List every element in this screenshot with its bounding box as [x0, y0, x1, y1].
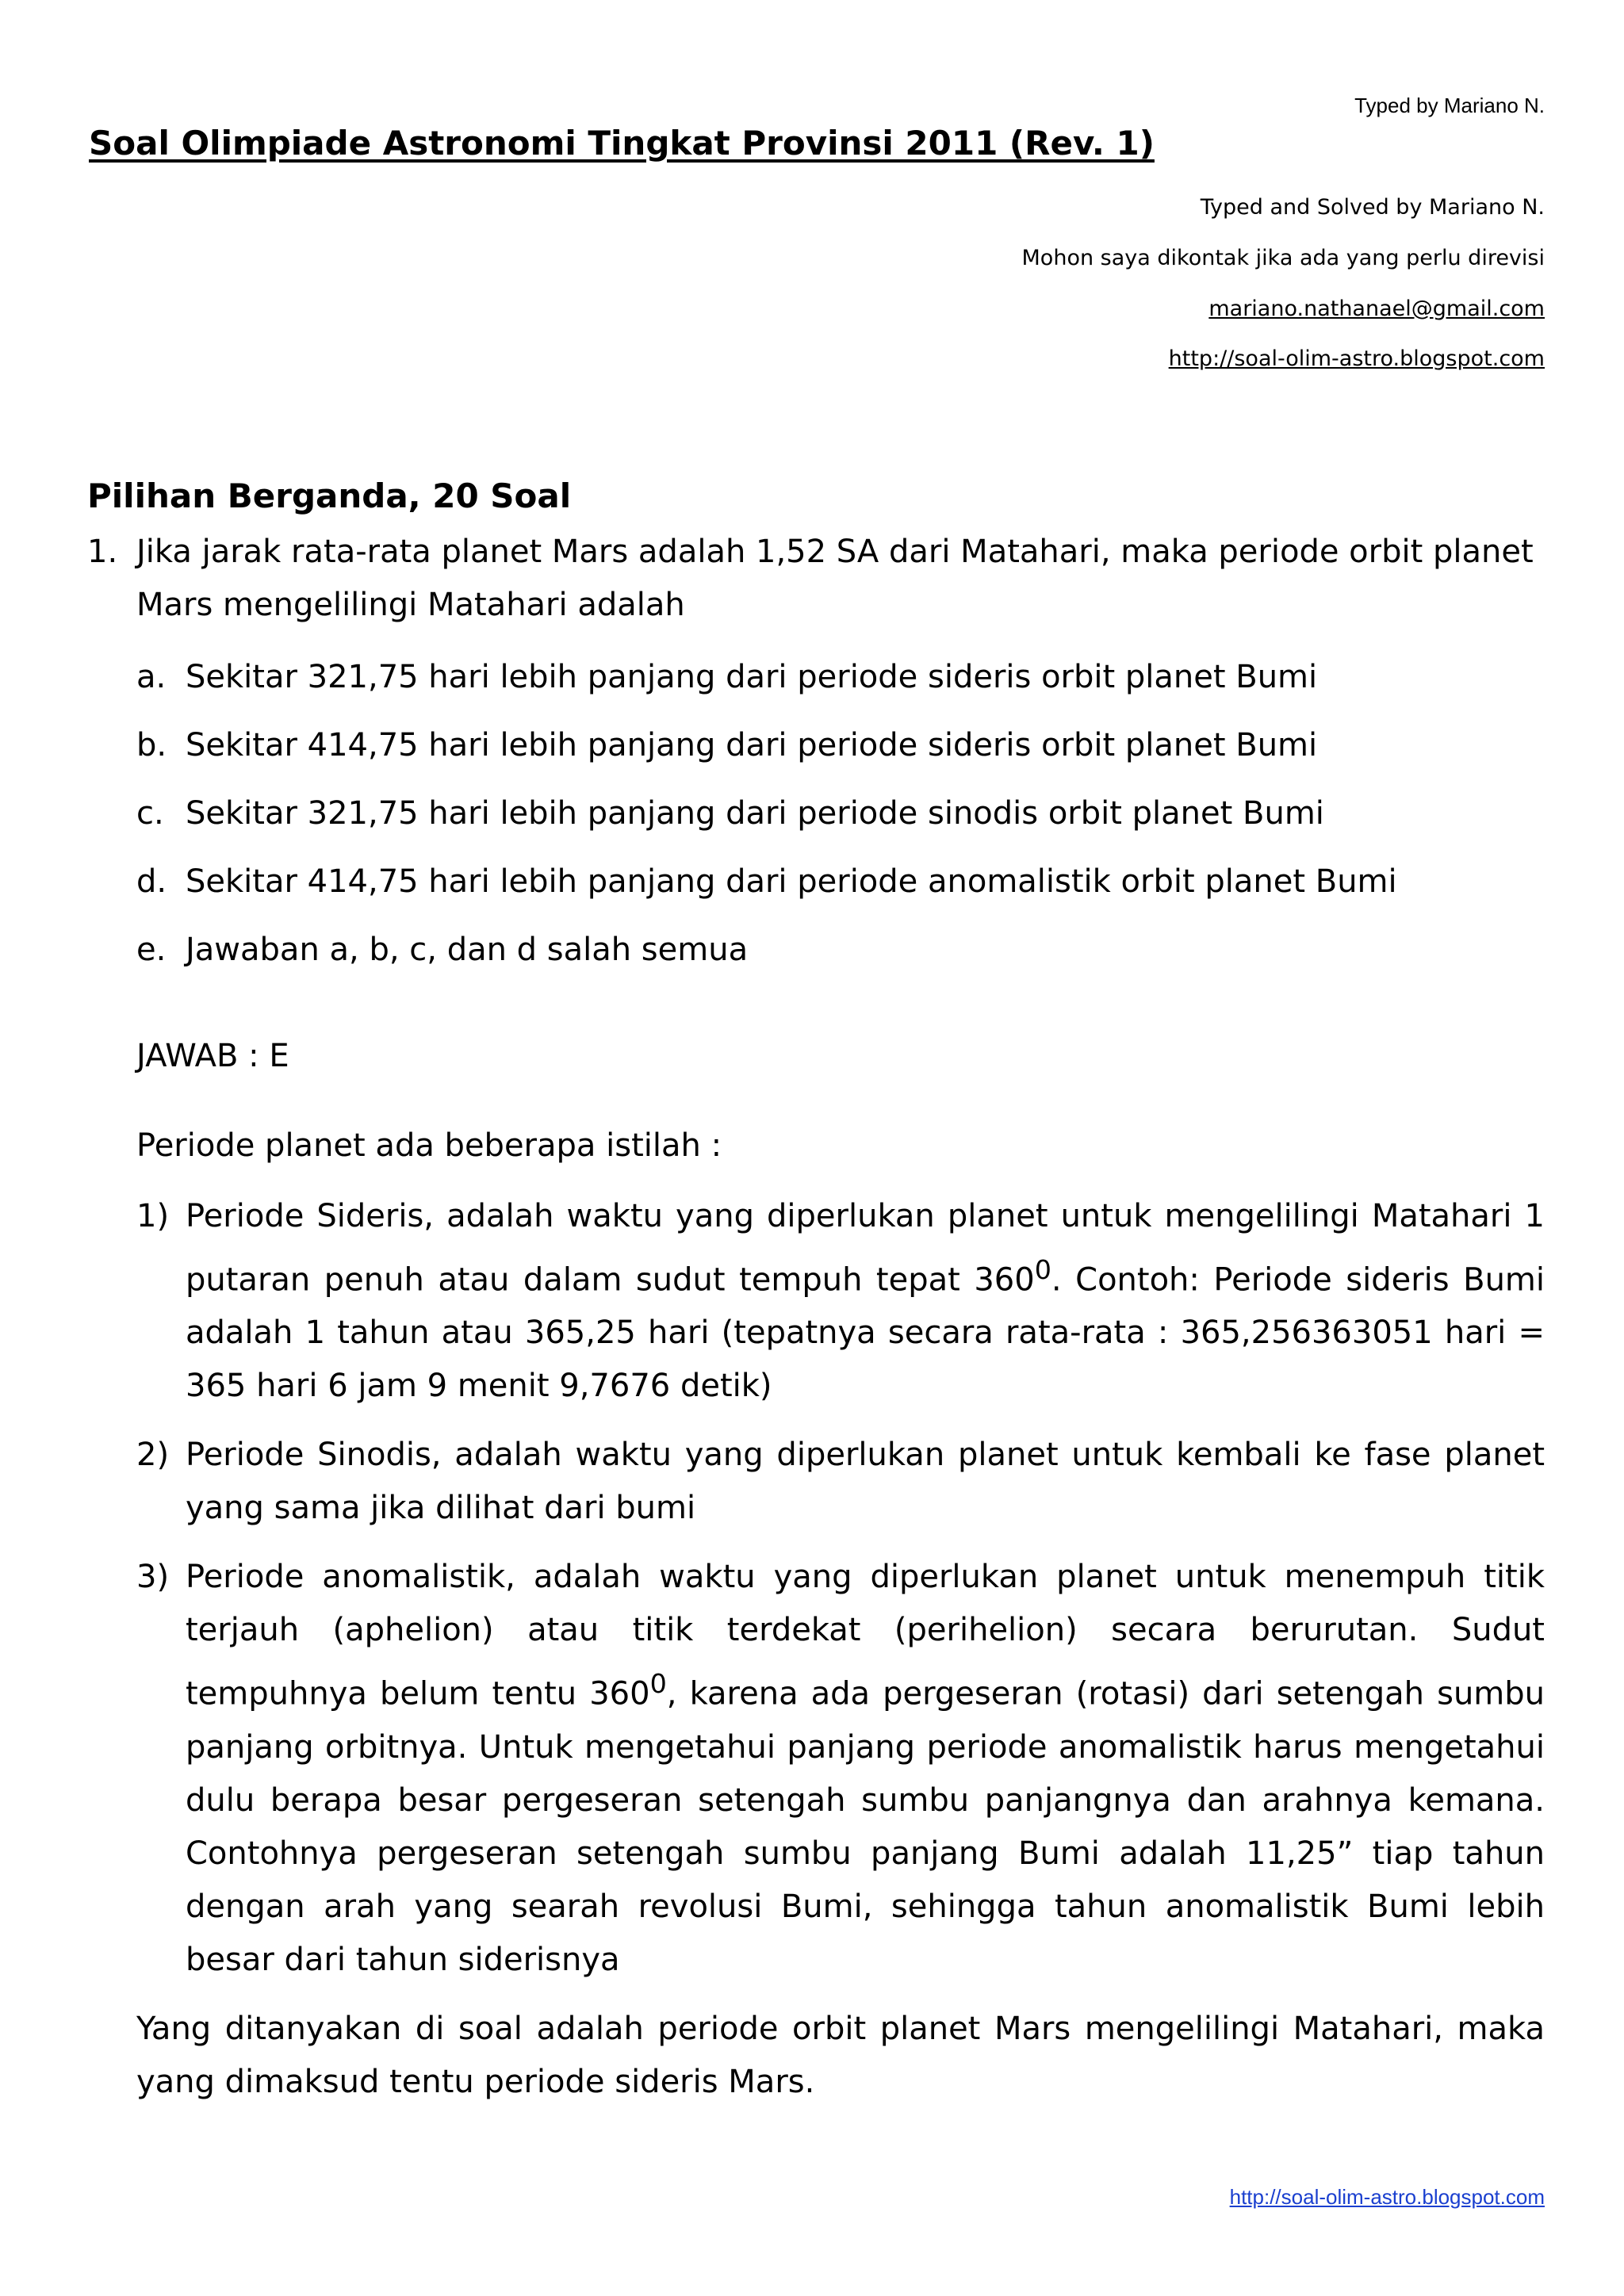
- contact-note: Mohon saya dikontak jika ada yang perlu direvisi: [1021, 246, 1545, 270]
- definition-sideris: [136, 1190, 1545, 1413]
- option-b: [136, 711, 1545, 779]
- option-label: b.: [136, 727, 167, 763]
- option-e: [136, 916, 1545, 984]
- option-d: [136, 848, 1545, 916]
- option-text: Sekitar 414,75 hari lebih panjang dari periode anomalistik orbit planet Bumi: [186, 863, 1397, 900]
- degree-superscript: 0: [649, 1668, 667, 1700]
- main-content: [87, 469, 1545, 2109]
- definition-anomalistik: [136, 1551, 1545, 1986]
- option-text: Sekitar 321,75 hari lebih panjang dari periode sideris orbit planet Bumi: [186, 659, 1318, 695]
- definition-number: 2): [136, 1437, 170, 1474]
- definition-sinodis: [136, 1429, 1545, 1535]
- option-label: e.: [136, 932, 167, 968]
- definition-number: 1): [136, 1198, 170, 1234]
- option-text: Sekitar 321,75 hari lebih panjang dari periode sinodis orbit planet Bumi: [186, 795, 1324, 832]
- option-label: c.: [136, 795, 164, 832]
- option-c: [136, 779, 1545, 848]
- question-number: 1.: [87, 534, 118, 570]
- definition-text: [186, 1551, 1545, 1986]
- option-a: [136, 643, 1545, 711]
- section-title: Pilihan Berganda, 20 Soal: [87, 476, 572, 515]
- definition-text-part: , karena ada pergeseran (rotasi) dari setengah sumbu panjang orbitnya. Untuk mengetahui panjang periode anomalistik harus mengetahui dulu berapa besar pergeseran setengah sumbu panjangnya dan arahnya kemana. Contohnya pergeseran setengah sumbu panjang Bumi adalah 11,25” tiap tahun dengan arah yang searah revolusi Bumi, sehingga tahun anomalistik Bumi lebih besar dari tahun siderisnya: [186, 1675, 1545, 1978]
- answer-block: [136, 1030, 1545, 2109]
- question-text: Jika jarak rata-rata planet Mars adalah 1,52 SA dari Matahari, maka periode orbit planet Mars mengelilingi Matahari adalah: [136, 534, 1534, 623]
- definition-text: [186, 1190, 1545, 1413]
- page-title: Soal Olimpiade Astronomi Tingkat Provinsi 2011 (Rev. 1): [89, 124, 1155, 163]
- definition-number: 3): [136, 1559, 170, 1596]
- option-text: Sekitar 414,75 hari lebih panjang dari periode sideris orbit planet Bumi: [186, 727, 1318, 763]
- answer-label: JAWAB : E: [136, 1038, 289, 1074]
- option-text: Jawaban a, b, c, dan d salah semua: [186, 932, 749, 968]
- answer-intro: Periode planet ada beberapa istilah :: [136, 1127, 722, 1164]
- conclusion-text: Yang ditanyakan di soal adalah periode orbit planet Mars mengelilingi Matahari, maka yang dimaksud tentu periode sideris Mars.: [136, 2010, 1545, 2100]
- typed-solved-note: Typed and Solved by Mariano N.: [1200, 195, 1545, 220]
- definitions-list: [136, 1190, 1545, 1987]
- options-list: [136, 643, 1545, 984]
- option-label: a.: [136, 659, 167, 695]
- typed-by-note: Typed by Mariano N.: [1354, 94, 1545, 117]
- option-label: d.: [136, 863, 167, 900]
- degree-superscript: 0: [1034, 1254, 1051, 1285]
- definition-text-part: Periode Sideris, adalah waktu yang diperlukan planet untuk mengelilingi Matahari 1 putaran penuh atau dalam sudut tempuh tepat 360: [186, 1198, 1545, 1299]
- blog-link[interactable]: http://soal-olim-astro.blogspot.com: [1168, 346, 1545, 371]
- definition-text-part: . Contoh: Periode sideris Bumi adalah 1 tahun atau 365,25 hari (tepatnya secara rata-rata : 365,256363051 hari = 365 hari 6 jam 9 menit 9,7676 detik): [186, 1261, 1545, 1405]
- question-1: [87, 526, 1545, 632]
- email-link[interactable]: mariano.nathanael@gmail.com: [1208, 297, 1545, 321]
- footer-link[interactable]: http://soal-olim-astro.blogspot.com: [1229, 2185, 1545, 2209]
- definition-text-part: Periode anomalistik, adalah waktu yang diperlukan planet untuk menempuh titik terjauh (aphelion) atau titik terdekat (perihelion) secara berurutan. Sudut tempuhnya belum tentu 360: [186, 1559, 1545, 1712]
- definition-text: Periode Sinodis, adalah waktu yang diperlukan planet untuk kembali ke fase planet yang sama jika dilihat dari bumi: [186, 1437, 1545, 1527]
